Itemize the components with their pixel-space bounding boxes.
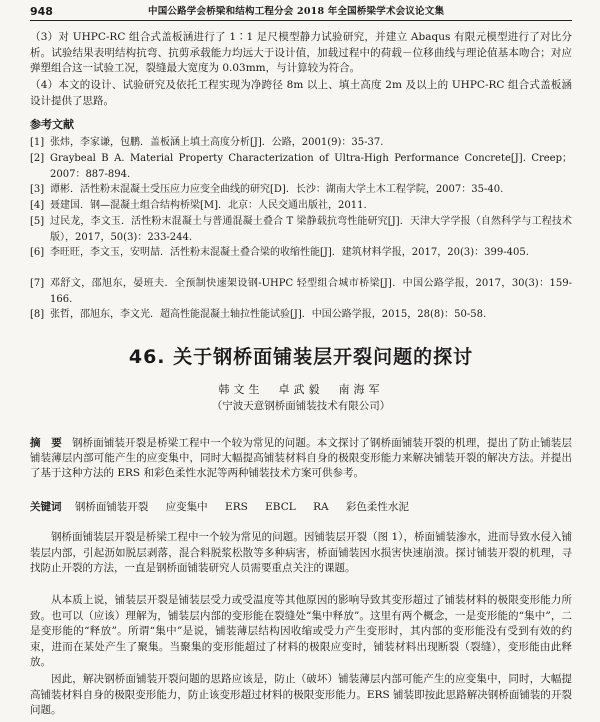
reference-number: [6]: [30, 247, 45, 258]
reference-number: [4]: [30, 200, 45, 211]
reference-number: [2]: [30, 153, 45, 164]
keyword: ERS: [225, 501, 248, 513]
paper-affiliation: （宁波天意钢桥面铺装技术有限公司）: [211, 400, 391, 412]
body-paragraph: 钢桥面铺装层开裂是桥梁工程中一个较为常见的问题。因铺装层开裂（图 1），桥面铺装渗水，进而导致水侵入铺装层内部，引起沥如脱层剥落，混合料脱浆松散等多种病害，桥面铺装因水损害快速崩溃。探讨铺装开裂的机理，寻找防止开裂的方法，一直是钢桥面铺装研究人员需要重点关注的课题。: [30, 531, 572, 575]
page-number: 948: [30, 5, 53, 18]
reference-item: [30, 245, 572, 261]
reference-item: [30, 307, 572, 323]
abstract-text: 钢桥面铺装开裂是桥梁工程中一个较为常见的问题。本文探讨了钢桥面铺装开裂的机理，提出了防止铺装层铺装薄层内部可能产生的应变集中，同时大幅提高铺装材料自身的极限变形能力来解决铺装开裂的解决方法。并提出了基于这种方法的 ERS 和彩色柔性水泥等两种铺装技术方案可供参考。: [30, 437, 573, 479]
keyword: 彩色柔性水泥: [345, 501, 409, 513]
reference-text: 张炜，李家谦，包鹏．盖板涵上填土高度分析[J]．公路，2001(9)：35-37.: [50, 137, 384, 148]
keyword: RA: [313, 501, 329, 513]
abstract-label: 摘 要: [30, 437, 62, 449]
reference-number: [1]: [30, 137, 45, 148]
paper-title: 46. 关于钢桥面铺装层开裂问题的探讨: [128, 346, 474, 368]
journal-title: 中国公路学会桥梁和结构工程分会 2018 年全国桥梁学术会议论文集: [148, 6, 445, 17]
reference-text: 过民龙，李文玉．活性粉末混凝土与普通混凝土叠合 T 梁静载抗弯性能研究[J]．天津大学学报（自然科学与工程技术版），2017，50(3)：233-244.: [50, 216, 572, 243]
running-header: [30, 6, 572, 21]
conclusion-item-3: （3）对 UHPC-RC 组合式盖板涵进行了 1∶1 足尺模型静力试验研究，并建立 Abaqus 有限元模型进行了对比分析。试验结果表明结构抗弯、抗剪承载能力均远大于设计值，加载过程中的荷载－位移曲线与理论值基本吻合；对应弹塑组合这一试验工况，裂缝最大宽度为 0.03mm，与计算较为符合。: [30, 31, 572, 74]
keywords: [30, 500, 572, 515]
body-paragraph: 因此，解决钢桥面铺装开裂问题的思路应该是，防止（破坏）铺装薄层内部可能产生的应变集中，同时，大幅提高铺装材料自身的极限变形能力，防止该变形超过材料的极限变形能力。ERS 铺装即按此思路解决钢桥面铺装的开裂问题。: [30, 673, 572, 717]
body-paragraph: 从本质上说，铺装层开裂是铺装层受力或受温度等其他原因的影响导致其变形超过了铺装材料的极限变形能力所致。也可以（应该）理解为，铺装层内部的变形能在裂缝处“集中释放”。这里有两个概念，一是变形能的“集中”，二是变形能的“释放”。所谓“集中”是说，铺装薄层结构因收缩或受力产生变形时，其内部的变形能没有受到有效的约束，进而在某处产生了聚集。当聚集的变形能超过了材料的极限应变时，铺装材料出现断裂（裂缝），变形能由此释放。: [30, 594, 572, 669]
keyword: EBCL: [265, 501, 296, 513]
abstract: [30, 436, 572, 481]
reference-number: [5]: [30, 216, 45, 227]
reference-item: [30, 214, 572, 245]
paper-authors: 韩文生 卓武毅 南海军: [218, 383, 384, 396]
reference-number: [3]: [30, 184, 45, 195]
reference-item: [30, 182, 572, 198]
reference-text: 张哲，邵旭东，李文光．超高性能混凝土轴拉性能试验[J]．中国公路学报，2015，28(8)：50-58.: [50, 309, 487, 320]
references-heading: 参考文献: [30, 118, 74, 131]
reference-item: [30, 135, 572, 151]
conclusion-item-4: （4）本文的设计、试验研究及依托工程实现为净跨径 8m 以上、填土高度 2m 及以上的 UHPC-RC 组合式盖板涵设计提供了思路。: [30, 79, 572, 107]
keyword: 钢桥面铺装开裂: [74, 501, 149, 513]
keywords-label: 关键词: [30, 501, 62, 513]
reference-text: Graybeal B A. Material Property Characterization of Ultra-High Performance Concrete[J]. Creep；2007：887-894.: [50, 153, 572, 180]
reference-text: 谭彬．活性粉末混凝土受压应力应变全曲线的研究[D]．长沙：湖南大学土木工程学院，2007：35-40.: [50, 184, 504, 195]
reference-item: [30, 276, 572, 307]
keyword: 应变集中: [165, 501, 208, 513]
reference-text: 邓舒文，邵旭东，晏班夫．全预制快速架设钢-UHPC 轻型组合城市桥梁[J]．中国公路学报，2017，30(3)：159-166.: [50, 278, 572, 305]
reference-text: 聂建国．钢—混凝土组合结构桥梁[M]．北京：人民交通出版社，2011.: [50, 200, 367, 211]
reference-number: [7]: [30, 278, 45, 289]
reference-text: 李旺旺，李文玉，安明喆．活性粉末混凝土叠合梁的收缩性能[J]．建筑材料学报，2017，20(3)：399-405.: [50, 247, 529, 258]
reference-item: [30, 198, 572, 214]
reference-item: [30, 151, 572, 182]
reference-number: [8]: [30, 309, 45, 320]
